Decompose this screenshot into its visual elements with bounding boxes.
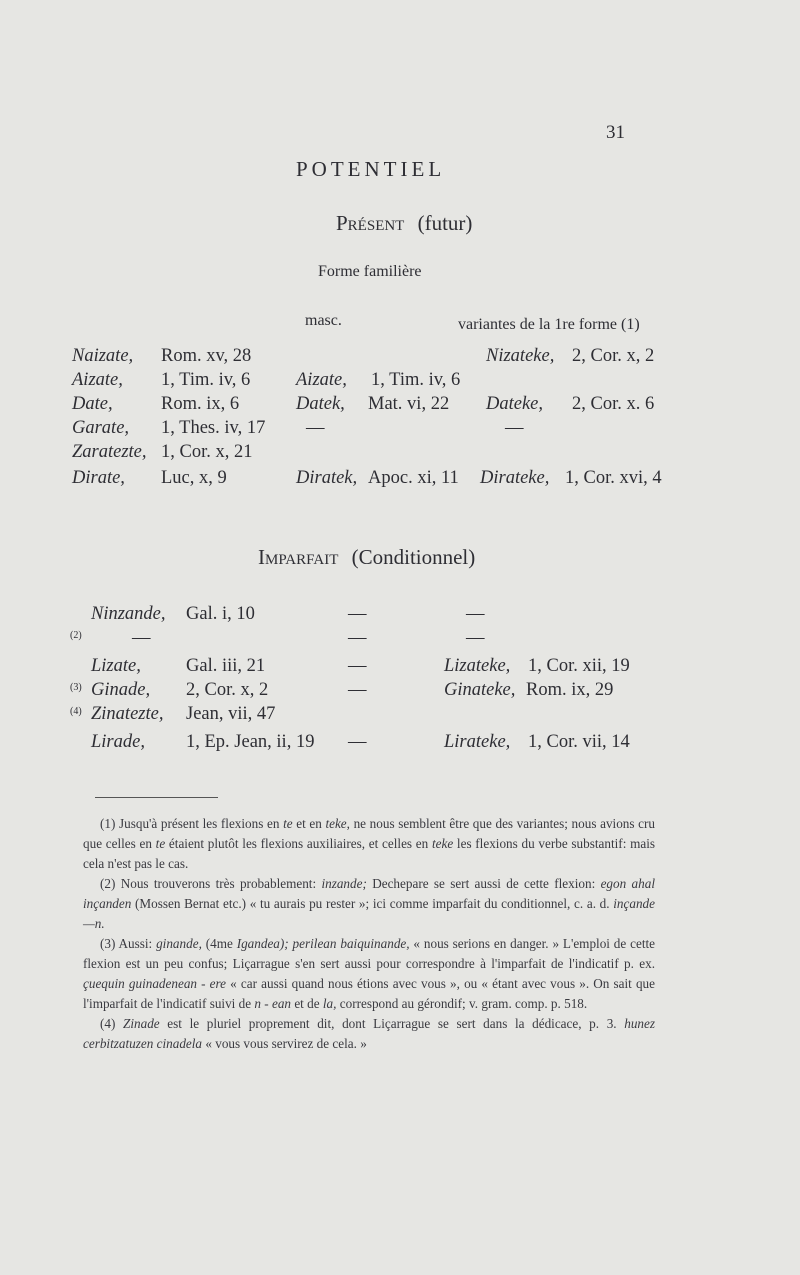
footnote-number: (3) bbox=[100, 936, 116, 951]
present-variant-form: Dateke, bbox=[486, 394, 544, 414]
present-form: Naizate, bbox=[72, 346, 134, 366]
present-ref: Rom. ix, 6 bbox=[161, 394, 240, 414]
present-alt-form: Aizate, bbox=[296, 370, 347, 390]
imparfait-ref: 2, Cor. x, 2 bbox=[186, 680, 269, 700]
footnote-text: les flexions du verbe substantif: mais cela n'est pas le cas. bbox=[83, 836, 655, 871]
footnote-text: teke bbox=[325, 816, 347, 831]
present-ref: Luc, x, 9 bbox=[161, 468, 227, 488]
present-ref: 1, Cor. x, 21 bbox=[161, 442, 253, 462]
present-alt-form: Diratek, bbox=[296, 468, 358, 488]
present-alt-ref: Mat. vi, 22 bbox=[368, 394, 450, 414]
footnote-text: ginande, bbox=[156, 936, 202, 951]
imparfait-variant-ref: 1, Cor. vii, 14 bbox=[528, 732, 630, 752]
present-ref: Rom. xv, 28 bbox=[161, 346, 252, 366]
footnote-text: (Mossen Bernat etc.) « tu aurais pu rester »; ici comme imparfait du conditionnel, c. a. d. bbox=[131, 896, 614, 911]
imparfait-ref: Jean, vii, 47 bbox=[186, 704, 276, 724]
footnote-divider bbox=[95, 797, 218, 798]
footnote-text: Igandea); bbox=[236, 936, 289, 951]
footnote-text: çuequin guinadenean - ere bbox=[83, 976, 227, 991]
imparfait-alt-form: — bbox=[348, 656, 367, 676]
footnote bbox=[83, 1014, 655, 1054]
footnote-text: « car aussi quand nous étions avec vous », ou « étant avec vous ». On sait que l'imparfait de l'indicatif suivi de bbox=[83, 976, 655, 1011]
footnote-marker: (3) bbox=[70, 682, 82, 693]
footnote-text: teke bbox=[431, 836, 454, 851]
imparfait-ref: Gal. iii, 21 bbox=[186, 656, 266, 676]
footnote-text: inzande; bbox=[321, 876, 367, 891]
footnote-text: perilean baiquinande, bbox=[292, 936, 410, 951]
footnote-text: Aussi: bbox=[115, 936, 157, 951]
footnote-text: ean bbox=[271, 996, 292, 1011]
column-header-masc: masc. bbox=[305, 312, 342, 329]
present-alt-ref: 1, Tim. iv, 6 bbox=[371, 370, 461, 390]
imparfait-form: — bbox=[132, 628, 151, 648]
footnote-text: et de bbox=[291, 996, 323, 1011]
footnote-text: te bbox=[283, 816, 293, 831]
footnote-text: « nous serions en danger. » L'emploi de cette flexion est un peu confus; Liçarrague s'en sert aussi pour correspondre à l'imparfait de l'indicatif p. ex. bbox=[83, 936, 655, 971]
present-heading bbox=[336, 211, 472, 236]
footnote-text: et en bbox=[292, 816, 326, 831]
footnote-text: - bbox=[260, 996, 272, 1011]
imparfait-form: Lirade, bbox=[91, 732, 145, 752]
imparfait-alt-form: — bbox=[348, 680, 367, 700]
imparfait-variant-form: Ginateke, bbox=[444, 680, 516, 700]
present-variant-ref: 2, Cor. x, 2 bbox=[572, 346, 655, 366]
present-form: Aizate, bbox=[72, 370, 123, 390]
present-heading-paren: (futur) bbox=[417, 211, 473, 235]
form-label: Forme familière bbox=[318, 263, 422, 280]
footnote-text: la, bbox=[322, 996, 337, 1011]
footnotes bbox=[83, 814, 655, 1054]
present-variant-form: — bbox=[505, 418, 524, 438]
footnote-text: Dechepare se sert aussi de cette flexion: bbox=[366, 876, 601, 891]
imparfait-variant-form: Lirateke, bbox=[444, 732, 511, 752]
present-ref: 1, Tim. iv, 6 bbox=[161, 370, 251, 390]
imparfait-alt-form: — bbox=[348, 628, 367, 648]
present-variant-ref: 1, Cor. xvi, 4 bbox=[565, 468, 662, 488]
footnote-text: est le pluriel proprement dit, dont Liçarrague se sert dans la dédicace, p. 3. bbox=[159, 1016, 625, 1031]
footnote-text: Jusqu'à présent les flexions en bbox=[115, 816, 284, 831]
footnote-text: correspond au gérondif; v. gram. comp. p. 518. bbox=[336, 996, 588, 1011]
footnote bbox=[83, 874, 655, 934]
footnote-text: « vous vous servirez de cela. » bbox=[202, 1036, 367, 1051]
footnote-number: (1) bbox=[100, 816, 116, 831]
present-alt-ref: Apoc. xi, 11 bbox=[368, 468, 459, 488]
imparfait-form: Ninzande, bbox=[91, 604, 166, 624]
footnote-number: (2) bbox=[100, 876, 116, 891]
imparfait-form: Lizate, bbox=[91, 656, 141, 676]
footnote-text: hunez cerbitzatuzen cinadela bbox=[83, 1016, 656, 1051]
imparfait-variant-form: — bbox=[466, 604, 485, 624]
present-ref: 1, Thes. iv, 17 bbox=[161, 418, 266, 438]
present-variant-form: Dirateke, bbox=[480, 468, 550, 488]
footnote-marker: (2) bbox=[70, 630, 82, 641]
imparfait-heading-label: Imparfait bbox=[258, 545, 339, 569]
page-number: 31 bbox=[606, 122, 625, 143]
imparfait-variant-form: — bbox=[466, 628, 485, 648]
section-title: POTENTIEL bbox=[296, 157, 446, 181]
footnote bbox=[83, 814, 655, 874]
footnote-text: Zinade bbox=[123, 1016, 160, 1031]
present-form: Garate, bbox=[72, 418, 130, 438]
footnote-number: (4) bbox=[100, 1016, 116, 1031]
imparfait-form: Zinatezte, bbox=[91, 704, 164, 724]
footnote-text: Nous trouverons très probablement: bbox=[115, 876, 322, 891]
imparfait-variant-ref: 1, Cor. xii, 19 bbox=[528, 656, 630, 676]
imparfait-ref: 1, Ep. Jean, ii, 19 bbox=[186, 732, 315, 752]
present-form: Zaratezte, bbox=[72, 442, 147, 462]
column-header-variants: variantes de la 1re forme (1) bbox=[458, 316, 640, 333]
imparfait-heading bbox=[258, 545, 475, 570]
present-alt-form: Datek, bbox=[296, 394, 345, 414]
footnote-text: , ne nous semblent être que des variantes; nous avions cru que celles en bbox=[83, 816, 655, 851]
imparfait-alt-form: — bbox=[348, 604, 367, 624]
footnote-text bbox=[115, 1016, 123, 1031]
footnote bbox=[83, 934, 655, 1014]
present-heading-label: Présent bbox=[336, 211, 405, 235]
imparfait-variant-ref: Rom. ix, 29 bbox=[526, 680, 614, 700]
present-variant-ref: 2, Cor. x. 6 bbox=[572, 394, 655, 414]
present-variant-form: Nizateke, bbox=[486, 346, 555, 366]
footnote-text: te bbox=[155, 836, 166, 851]
present-form: Dirate, bbox=[72, 468, 125, 488]
imparfait-heading-paren: (Conditionnel) bbox=[351, 545, 476, 569]
present-form: Date, bbox=[72, 394, 113, 414]
imparfait-variant-form: Lizateke, bbox=[444, 656, 511, 676]
footnote-marker: (4) bbox=[70, 706, 82, 717]
present-alt-form: — bbox=[306, 418, 325, 438]
footnote-text: egon ahal inçanden bbox=[83, 876, 655, 911]
imparfait-alt-form: — bbox=[348, 732, 367, 752]
imparfait-ref: Gal. i, 10 bbox=[186, 604, 255, 624]
footnote-text: inçande—n. bbox=[83, 896, 655, 931]
footnote-text: n bbox=[254, 996, 261, 1011]
footnote-text: (4me bbox=[201, 936, 237, 951]
imparfait-form: Ginade, bbox=[91, 680, 151, 700]
footnote-text: étaient plutôt les flexions auxiliaires, et celles en bbox=[165, 836, 432, 851]
